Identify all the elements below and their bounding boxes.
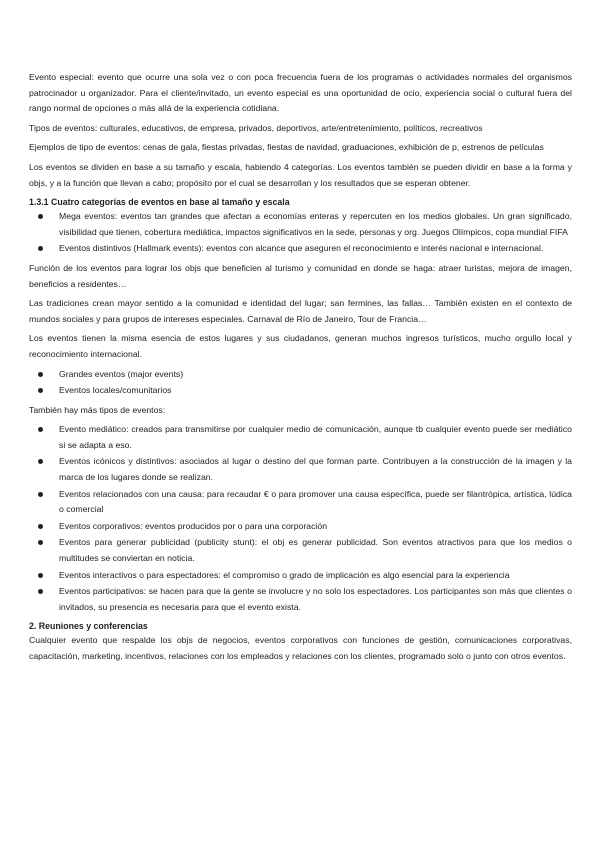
list-item: Eventos participativos: se hacen para que la gente se involucre y no solo los espectadores. Los participantes son más que clientes o invitados, su presencia es necesaria para que el evento exista. — [29, 584, 572, 615]
bullet-icon — [38, 388, 43, 393]
list-item: Eventos distintivos (Hallmark events): eventos con alcance que aseguren el reconocimiento e interés nacional e internacional. — [29, 241, 572, 257]
bullet-icon — [38, 524, 43, 529]
bullet-icon — [38, 214, 43, 219]
section-heading-meetings: 2. Reuniones y conferencias — [29, 621, 148, 632]
bullet-icon — [38, 573, 43, 578]
section-heading-categories: 1.3.1 Cuatro categorías de eventos en base al tamaño y escala — [29, 197, 290, 208]
bullet-icon — [38, 589, 43, 594]
bullet-icon — [38, 492, 43, 497]
list-item: Eventos corporativos: eventos producidos por o para una corporación — [29, 519, 572, 535]
paragraph-event-types: Tipos de eventos: culturales, educativos, de empresa, privados, deportivos, arte/entretenimiento, políticos, recreativos — [29, 122, 483, 133]
bullet-icon — [38, 540, 43, 545]
list-item: Eventos locales/comunitarios — [29, 383, 572, 399]
list-item: Eventos para generar publicidad (publicity stunt): el obj es generar publicidad. Son eventos atractivos para que los medios o multitudes se conviertan en noticia. — [29, 535, 572, 566]
paragraph-more-types: También hay más tipos de eventos: — [29, 404, 166, 415]
paragraph-traditions: Las tradiciones crean mayor sentido a la comunidad e identidad del lugar; san fermines, las fallas… También existen en el contexto de mundos sociales y para grupos de intereses especiales. Carnaval de Río de Janeiro, Tour de Francia… — [29, 298, 572, 324]
size-list — [29, 367, 572, 399]
paragraph-event-function: Función de los eventos para lograr los objs que beneficien al turismo y comunidad en donde se haga: atraer turistas, mejora de imagen, beneficios a residentes… — [29, 262, 572, 289]
bullet-icon — [38, 427, 43, 432]
list-item: Eventos icónicos y distintivos: asociados al lugar o destino del que forman parte. Contribuyen a la construcción de la imagen y la marca de los lugares donde se realizan. — [29, 454, 572, 485]
paragraph-meetings: Cualquier evento que respalde los objs de negocios, eventos corporativos con funciones de gestión, comunicaciones corporativas, capacitación, marketing, incentivos, relaciones con los empleados y relaciones con los clientes, programado solo o junto con otros eventos. — [29, 635, 572, 661]
bullet-icon — [38, 246, 43, 251]
list-item: Eventos relacionados con una causa: para recaudar € o para promover una causa específica, puede ser filantrópica, artística, lúdica o comercial — [29, 487, 572, 518]
list-item: Evento mediático: creados para transmitirse por cualquier medio de comunicación, aunque tb cualquier evento puede ser mediático si se adapta a eso. — [29, 422, 572, 453]
list-item: Grandes eventos (major events) — [29, 367, 572, 383]
list-item: Eventos interactivos o para espectadores: el compromiso o grado de implicación es algo esencial para la experiencia — [29, 568, 572, 584]
paragraph-event-division: Los eventos se dividen en base a su tamaño y escala, habiendo 4 categorías. Los eventos también se pueden dividir en base a la forma y objs, y a la función que llevan a cabo; propósito por el cual se desarrollan y los resultados que se esperan obtener. — [29, 161, 572, 188]
list-item: Mega eventos: eventos tan grandes que afectan a economías enteras y repercuten en los medios globales. Un gran significado, visibilidad que tienen, cobertura mediática, impactos significativos en la sede, personas y org. Juegos Olímpicos, copa mundial FIFA — [29, 209, 572, 240]
paragraph-event-examples: Ejemplos de tipo de eventos: cenas de gala, fiestas privadas, fiestas de navidad, graduaciones, exhibición de p, estrenos de películas — [29, 142, 544, 153]
paragraph-special-event: Evento especial: evento que ocurre una sola vez o con poca frecuencia fuera de los programas o actividades normales del organismos patrocinador u organizador. Para el cliente/invitado, un evento especial es una oportunidad de ocio, experiencia social o cultural fuera del rango normal de opciones o más allá de la experiencia cotidiana. — [29, 72, 572, 114]
more-types-list — [29, 422, 572, 615]
bullet-icon — [38, 459, 43, 464]
bullet-icon — [38, 372, 43, 377]
category-list — [29, 209, 572, 257]
document-page — [29, 70, 572, 669]
paragraph-essence: Los eventos tienen la misma esencia de estos lugares y sus ciudadanos, generan muchos ingresos turísticos, mucho orgullo local y reconocimiento internacional. — [29, 333, 572, 359]
